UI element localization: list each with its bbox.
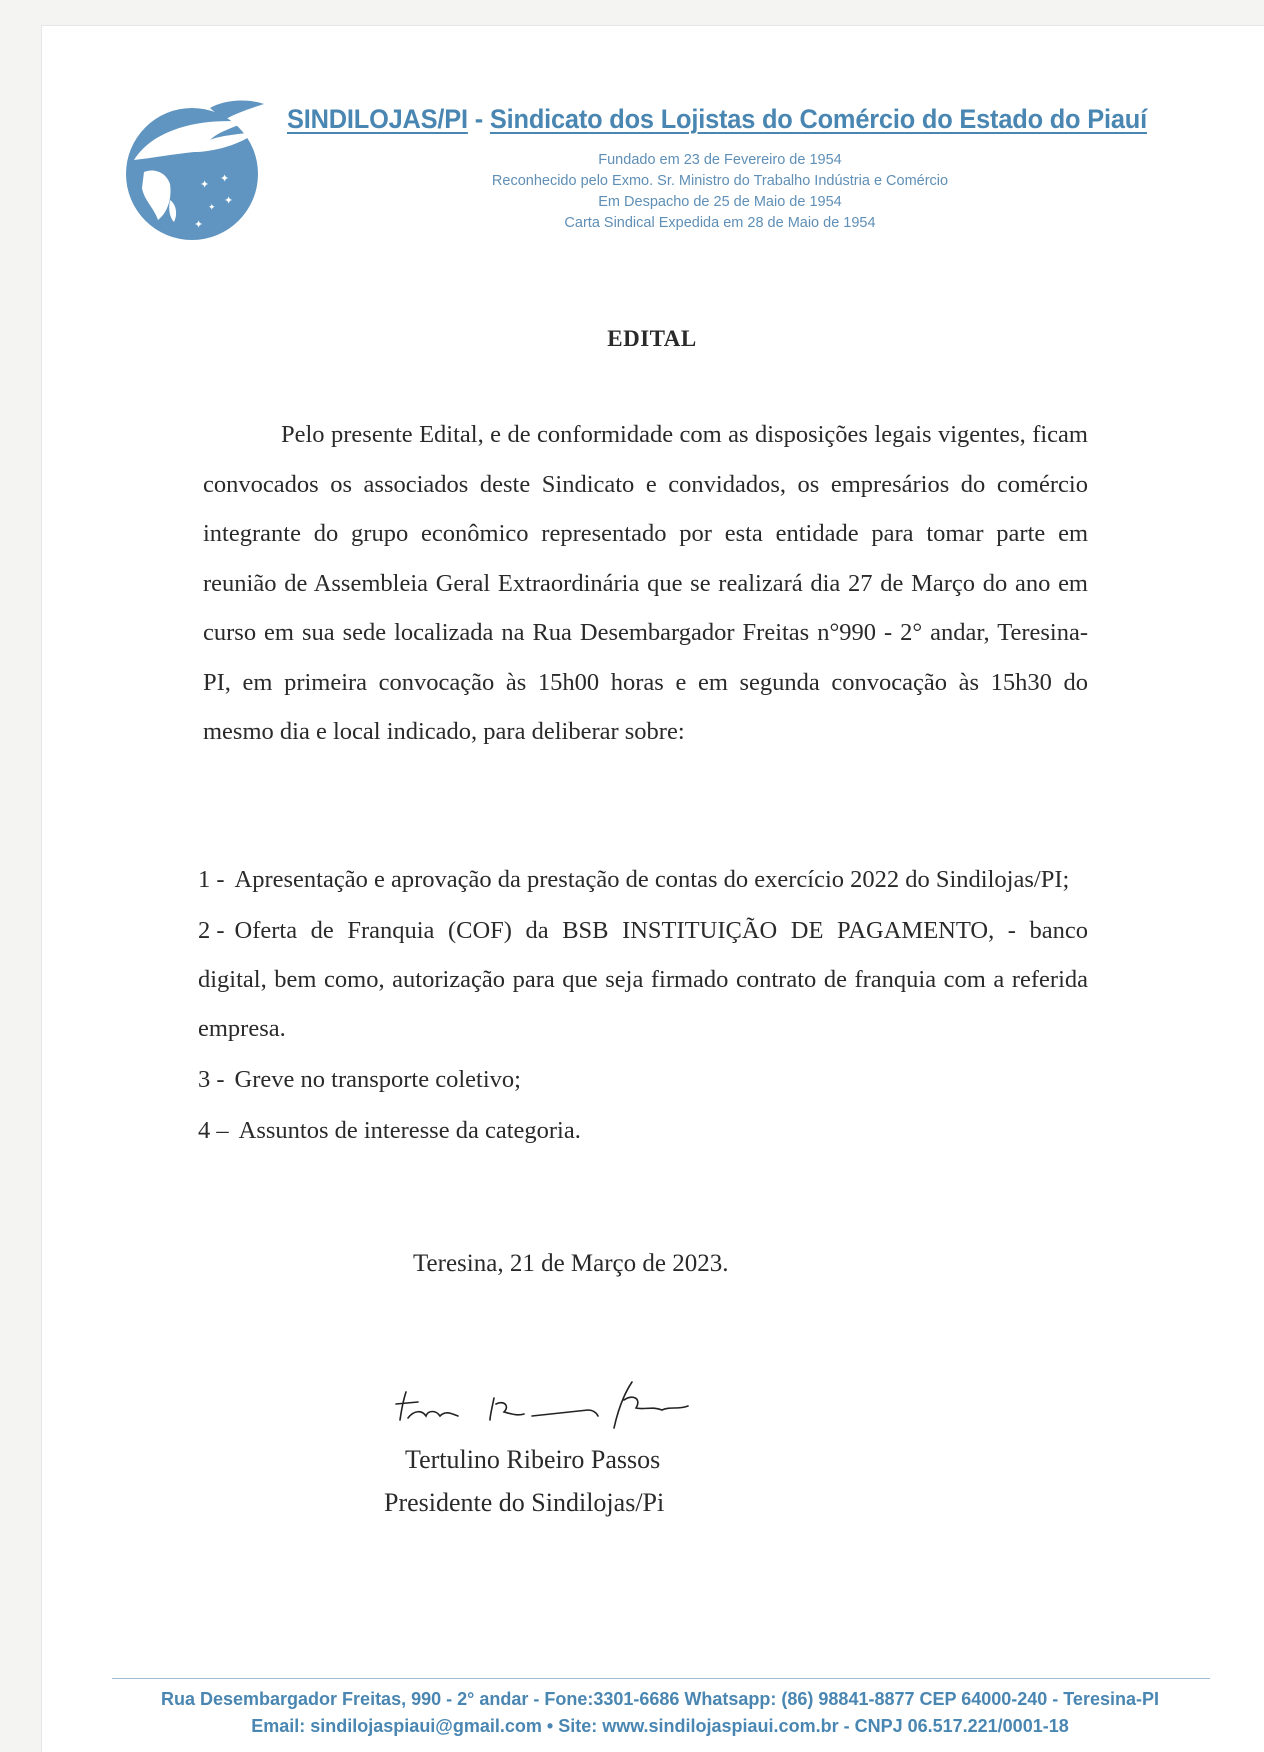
agenda-item-text: Oferta de Franquia (COF) da BSB INSTITUIÇÃO DE PAGAMENTO, - banco digital, bem como, autorização para que seja firmado contrato de franquia com a referida empresa. — [198, 917, 1088, 1042]
founding-date: Fundado em 23 de Fevereiro de 1954 — [598, 152, 842, 168]
svg-text:✦: ✦ — [208, 203, 216, 213]
footer-divider — [112, 1678, 1210, 1679]
globe-with-dove-and-stars-icon — [114, 88, 272, 252]
footer-address: Rua Desembargador Freitas, 990 - 2° andar - Fone:3301-6686 Whatsapp: (86) 98841-8877 CEP 64000-240 - Teresina-PI — [161, 1689, 1159, 1709]
recognition-line: Reconhecido pelo Exmo. Sr. Ministro do Trabalho Indústria e Comércio — [491, 173, 949, 189]
dispatch-date: Em Despacho de 25 de Maio de 1954 — [598, 194, 842, 210]
letterhead-title — [287, 104, 1147, 135]
agenda-item-number: 2 - — [198, 917, 225, 944]
signer-name: Tertulino Ribeiro Passos — [405, 1445, 661, 1474]
agenda-item — [198, 906, 1088, 1053]
edital-body: Pelo presente Edital, e de conformidade com as disposições legais vigentes, ficam convocados os associados deste Sindicato e convidados, os empresários do comércio integrante do grupo econômico representado por esta entidade para tomar parte em reunião de Assembleia Geral Extraordinária que se realizará dia 27 de Março do ano em curso em sua sede localizada na Rua Desembargador Freitas n°990 - 2° andar, Teresina-PI, em primeira convocação às 15h00 horas e em segunda convocação às 15h30 do mesmo dia e local indicado, para deliberar sobre: — [203, 421, 1088, 745]
agenda-item-number: 3 - — [198, 1066, 225, 1093]
date-line: Teresina, 21 de Março de 2023. — [413, 1250, 729, 1277]
svg-text:✦: ✦ — [200, 178, 210, 191]
agenda-item — [198, 855, 1088, 904]
org-short-name: SINDILOJAS/PI — [287, 104, 468, 134]
svg-text:✦: ✦ — [224, 194, 234, 207]
title-separator: - — [467, 104, 490, 134]
agenda-item — [198, 1106, 1088, 1155]
handwritten-signature — [392, 1370, 692, 1440]
agenda-item-text: Greve no transporte coletivo; — [234, 1066, 521, 1093]
svg-text:✦: ✦ — [220, 172, 230, 185]
agenda-item-number: 4 – — [198, 1117, 229, 1144]
charter-date: Carta Sindical Expedida em 28 de Maio de 1954 — [564, 215, 876, 231]
org-full-name: Sindicato dos Lojistas do Comércio do Estado do Piauí — [489, 104, 1147, 134]
signer-role: Presidente do Sindilojas/Pi — [384, 1488, 665, 1517]
agenda-list — [198, 855, 1088, 1157]
footer-contact: Email: sindilojaspiaui@gmail.com • Site: www.sindilojaspiaui.com.br - CNPJ 06.517.221/0001-18 — [251, 1716, 1069, 1736]
letterhead-footer — [100, 1686, 1220, 1740]
agenda-item-number: 1 - — [198, 866, 225, 893]
svg-text:✦: ✦ — [194, 218, 204, 231]
document-heading: EDITAL — [607, 326, 697, 351]
agenda-item-text: Apresentação e aprovação da prestação de contas do exercício 2022 do Sindilojas/PI; — [234, 866, 1070, 893]
agenda-item — [198, 1055, 1088, 1104]
agenda-item-text: Assuntos de interesse da categoria. — [238, 1117, 581, 1144]
letterhead-info — [440, 150, 1000, 234]
